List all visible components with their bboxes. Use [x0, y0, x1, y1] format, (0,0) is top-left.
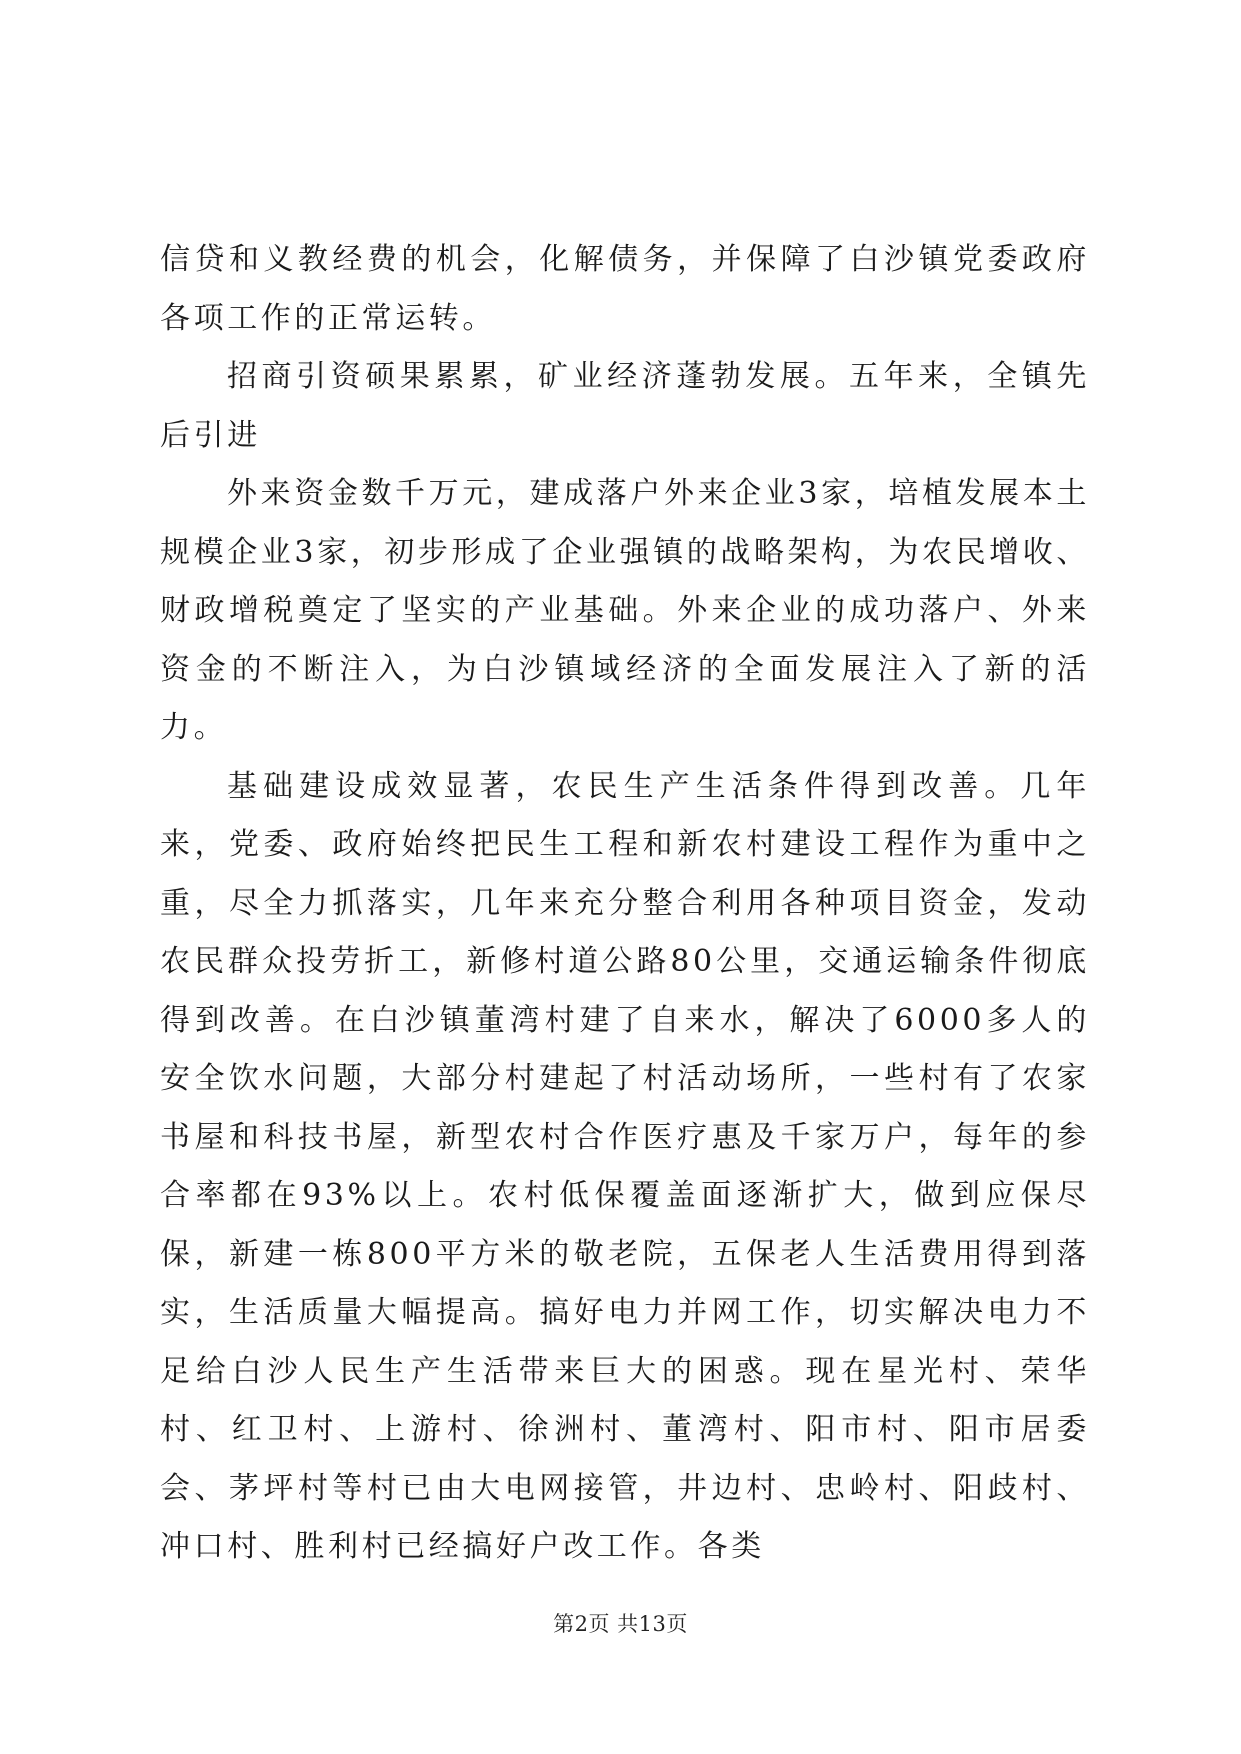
- paragraph-external-funds: 外来资金数千万元，建成落户外来企业3家，培植发展本土规模企业3家，初步形成了企业强镇的战略架构，为农民增收、财政增税奠定了坚实的产业基础。外来企业的成功落户、外来资金的不断注入，为白沙镇域经济的全面发展注入了新的活力。: [160, 476, 1090, 745]
- paragraph-continued: 信贷和义教经费的机会，化解债务，并保障了白沙镇党委政府各项工作的正常运转。: [160, 242, 1090, 336]
- paragraph-infrastructure: 基础建设成效显著，农民生产生活条件得到改善。几年来，党委、政府始终把民生工程和新农村建设工程作为重中之重，尽全力抓落实，几年来充分整合利用各种项目资金，发动农民群众投劳折工，新修村道公路80公里，交通运输条件彻底得到改善。在白沙镇董湾村建了自来水，解决了6000多人的安全饮水问题，大部分村建起了村活动场所，一些村有了农家书屋和科技书屋，新型农村合作医疗惠及千家万户，每年的参合率都在93%以上。农村低保覆盖面逐渐扩大，做到应保尽保，新建一栋800平方米的敬老院，五保老人生活费用得到落实，生活质量大幅提高。搞好电力并网工作，切实解决电力不足给白沙人民生产生活带来巨大的困惑。现在星光村、荣华村、红卫村、上游村、徐洲村、董湾村、阳市村、阳市居委会、茅坪村等村已由大电网接管，井边村、忠岭村、阳歧村、冲口村、胜利村已经搞好户改工作。各类: [160, 768, 1090, 1564]
- page-footer: 第2页 共13页: [553, 1612, 688, 1636]
- paragraph-investment: 招商引资硕果累累，矿业经济蓬勃发展。五年来，全镇先后引进: [160, 359, 1090, 453]
- document-body: [160, 231, 1090, 1577]
